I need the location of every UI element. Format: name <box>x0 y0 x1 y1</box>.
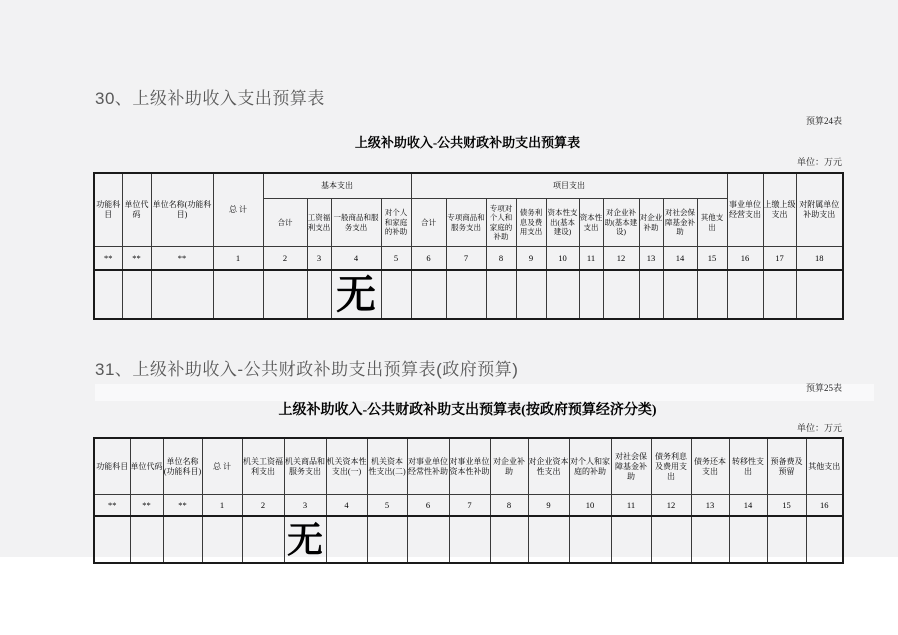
t25-data-cell <box>651 516 691 563</box>
t24-num-cell: 11 <box>579 247 603 271</box>
t24-num-cell: 14 <box>663 247 697 271</box>
t25-data-cell <box>806 516 843 563</box>
t24-num-cell: 10 <box>546 247 579 271</box>
t24-header-cell: 其他支出 <box>697 199 727 247</box>
t25-header-cell: 对社会保障基金补助 <box>611 438 651 495</box>
t24-data-cell <box>663 270 697 319</box>
t24-data-cell <box>727 270 763 319</box>
t24-header-cell: 资本性支出 <box>579 199 603 247</box>
table25-unit-label: 单位：万元 <box>796 423 842 433</box>
t25-header-cell: 对事业单位经常性补助 <box>407 438 449 495</box>
t25-data-cell <box>691 516 729 563</box>
t24-header-cell: 对个人和家庭的补助 <box>381 199 411 247</box>
table25-tag: 预算25表 <box>805 383 842 393</box>
t24-data-cell <box>446 270 486 319</box>
t25-num-cell: 15 <box>767 495 806 517</box>
t25-num-cell: 2 <box>242 495 284 517</box>
t25-header-cell: 总 计 <box>202 438 242 495</box>
t24-data-cell <box>516 270 546 319</box>
t24-data-cell <box>94 270 122 319</box>
t25-header-cell: 机关工资福利支出 <box>242 438 284 495</box>
t24-data-cell <box>331 270 381 319</box>
t25-num-cell: 14 <box>729 495 767 517</box>
t25-num-cell: 11 <box>611 495 651 517</box>
t24-num-cell: 15 <box>697 247 727 271</box>
t25-num-cell: 16 <box>806 495 843 517</box>
t25-data-cell <box>729 516 767 563</box>
t25-data-cell <box>94 516 130 563</box>
t24-header-cell: 功能科目 <box>94 173 122 247</box>
t25-data-cell <box>284 516 326 563</box>
t25-data-cell <box>242 516 284 563</box>
t25-num-cell: 8 <box>490 495 528 517</box>
t24-header-cell: 事业单位经营支出 <box>727 173 763 247</box>
t25-header-cell: 债务还本支出 <box>691 438 729 495</box>
t25-header-cell: 对个人和家庭的补助 <box>569 438 611 495</box>
t25-header-cell: 债务利息及费用支出 <box>651 438 691 495</box>
t25-data-cell <box>611 516 651 563</box>
t24-header-cell: 专项商品和服务支出 <box>446 199 486 247</box>
t25-num-cell: 3 <box>284 495 326 517</box>
t24-header-cell: 对企业补助(基本建设) <box>603 199 639 247</box>
t25-data-cell <box>767 516 806 563</box>
t25-data-cell <box>569 516 611 563</box>
t24-header-cell: 上缴上级支出 <box>763 173 796 247</box>
t24-header-cell: 工资福利支出 <box>307 199 331 247</box>
t25-data-cell <box>407 516 449 563</box>
t25-data-cell <box>367 516 407 563</box>
t25-data-cell <box>163 516 202 563</box>
t25-data-cell <box>490 516 528 563</box>
t24-data-cell <box>263 270 307 319</box>
t25-num-cell: 12 <box>651 495 691 517</box>
t25-header-cell: 单位名称(功能科目) <box>163 438 202 495</box>
t25-header-cell: 对企业资本性支出 <box>528 438 569 495</box>
t25-header-cell: 功能科目 <box>94 438 130 495</box>
t24-data-cell <box>579 270 603 319</box>
t25-header-cell: 机关商品和服务支出 <box>284 438 326 495</box>
t24-num-cell: 9 <box>516 247 546 271</box>
t24-header-cell: 对社会保障基金补助 <box>663 199 697 247</box>
t25-num-cell: 7 <box>449 495 490 517</box>
t24-header-cell: 单位代码 <box>122 173 151 247</box>
t25-num-cell: ** <box>94 495 130 517</box>
t24-num-cell: 6 <box>411 247 446 271</box>
t25-num-cell: 4 <box>326 495 367 517</box>
t25-num-cell: 5 <box>367 495 407 517</box>
t24-header-cell: 总 计 <box>213 173 263 247</box>
t25-header-cell: 转移性支出 <box>729 438 767 495</box>
t25-num-cell: 1 <box>202 495 242 517</box>
t24-num-cell: 17 <box>763 247 796 271</box>
t25-none-marker: 无 <box>286 519 323 560</box>
t25-header-cell: 单位代码 <box>130 438 163 495</box>
t24-data-cell <box>697 270 727 319</box>
t24-num-cell: ** <box>122 247 151 271</box>
t25-header-cell: 机关资本性支出(一) <box>326 438 367 495</box>
t24-num-cell: 3 <box>307 247 331 271</box>
t24-data-cell <box>546 270 579 319</box>
t24-group-basic: 基本支出 <box>263 173 411 199</box>
t24-num-cell: 13 <box>639 247 663 271</box>
t24-header-cell: 一般商品和服务支出 <box>331 199 381 247</box>
budget-table-24 <box>93 172 844 320</box>
t25-header-cell: 机关资本性支出(二) <box>367 438 407 495</box>
t24-data-cell <box>486 270 516 319</box>
t24-num-cell: ** <box>151 247 213 271</box>
t24-header-cell: 合计 <box>263 199 307 247</box>
section31-heading: 31、上级补助收入-公共财政补助支出预算表(政府预算) <box>95 360 519 379</box>
t24-num-cell: 2 <box>263 247 307 271</box>
t24-data-cell <box>639 270 663 319</box>
section30-heading: 30、上级补助收入支出预算表 <box>95 89 325 108</box>
t25-data-cell <box>449 516 490 563</box>
t24-header-cell: 对企业补助 <box>639 199 663 247</box>
t25-num-cell: 6 <box>407 495 449 517</box>
t24-data-cell <box>213 270 263 319</box>
table25-title: 上级补助收入-公共财政补助支出预算表(按政府预算经济分类) <box>278 403 657 418</box>
t25-data-cell <box>202 516 242 563</box>
t24-header-cell: 单位名称(功能科目) <box>151 173 213 247</box>
t25-header-cell: 对企业补助 <box>490 438 528 495</box>
t24-header-cell: 合计 <box>411 199 446 247</box>
t24-data-cell <box>307 270 331 319</box>
t25-header-cell: 对事业单位资本性补助 <box>449 438 490 495</box>
t24-data-cell <box>381 270 411 319</box>
t25-num-cell: 10 <box>569 495 611 517</box>
table25-wrapper <box>93 437 844 564</box>
t24-header-cell: 专项对个人和家庭的补助 <box>486 199 516 247</box>
t24-data-cell <box>796 270 843 319</box>
t24-data-cell <box>122 270 151 319</box>
t25-num-cell: ** <box>163 495 202 517</box>
t24-num-cell: 4 <box>331 247 381 271</box>
t25-num-cell: 9 <box>528 495 569 517</box>
t25-header-cell: 预备费及预留 <box>767 438 806 495</box>
table24-tag: 预算24表 <box>805 116 842 126</box>
t24-group-project: 项目支出 <box>411 173 727 199</box>
budget-table-25 <box>93 437 844 564</box>
t25-data-cell <box>130 516 163 563</box>
t24-header-cell: 资本性支出(基本建设) <box>546 199 579 247</box>
t24-num-cell: 7 <box>446 247 486 271</box>
t25-num-cell: ** <box>130 495 163 517</box>
table24-wrapper <box>93 172 844 320</box>
t24-num-cell: 5 <box>381 247 411 271</box>
t25-data-cell <box>528 516 569 563</box>
t24-data-cell <box>151 270 213 319</box>
t25-data-cell <box>326 516 367 563</box>
t24-num-cell: 12 <box>603 247 639 271</box>
t24-num-cell: 8 <box>486 247 516 271</box>
t24-header-cell: 对附属单位补助支出 <box>796 173 843 247</box>
table24-title: 上级补助收入-公共财政补助支出预算表 <box>354 135 581 150</box>
table24-unit-label: 单位：万元 <box>796 157 842 167</box>
t24-num-cell: ** <box>94 247 122 271</box>
t25-num-cell: 13 <box>691 495 729 517</box>
t24-data-cell <box>411 270 446 319</box>
t24-num-cell: 18 <box>796 247 843 271</box>
t25-header-cell: 其他支出 <box>806 438 843 495</box>
t24-data-cell <box>603 270 639 319</box>
t24-data-cell <box>763 270 796 319</box>
t24-header-cell: 债务利息及费用支出 <box>516 199 546 247</box>
t24-none-marker: 无 <box>336 271 376 317</box>
t24-num-cell: 16 <box>727 247 763 271</box>
t24-num-cell: 1 <box>213 247 263 271</box>
